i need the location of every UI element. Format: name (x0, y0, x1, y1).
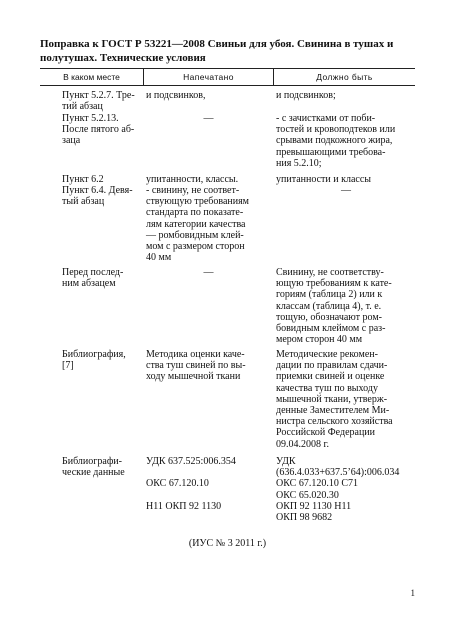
row-4-should-be: — (341, 185, 351, 196)
row-1-printed: и подсвинков, (146, 90, 206, 101)
footer-note: (ИУС № 3 2011 г.) (188, 538, 267, 549)
row-3-should-be: упитанности и классы (276, 174, 371, 185)
row-4-place: Пункт 6.4. Девя- тый абзац (62, 185, 133, 208)
page-number: 1 (410, 588, 415, 598)
row-4-printed: - свинину, не соответ- ствующую требованиям стандарта по показате- лям категории качества — ромбовидным клей- мом с размером сторон 40 мм (146, 185, 250, 264)
row-6-should-be: Методические рекомен- дации по правилам сдачи- приемки свиней и оценке качества туш по выходу мышечной ткани, утверж- денные Заместителем Ми- нистра сельского хозяйства Российской Федерации 09.04.2008 г. (276, 349, 393, 450)
column-header-place: В каком месте (63, 72, 120, 82)
row-3-printed: упитанности, классы. (146, 174, 239, 185)
row-2-place: Пункт 5.2.13. После пятого аб- заца (62, 113, 135, 147)
row-7-place: Библиографи- ческие данные (62, 456, 125, 479)
row-1-should-be: и подсвинков; (276, 90, 336, 101)
row-2-should-be: - с зачистками от поби- тостей и кровоподтеков или срывами подкожного жира, превышающими требова- ния 5.2.10; (276, 113, 396, 169)
row-5-place: Перед послед- ним абзацем (62, 267, 124, 290)
row-7-printed: УДК 637.525:006.354 ОКС 67.120.10 Н11 ОКП 92 1130 (146, 456, 236, 512)
column-header-should-be: Должно быть (316, 72, 373, 82)
row-5-printed: — (203, 267, 214, 278)
page-title: Поправка к ГОСТ Р 53221—2008 Свиньи для убоя. Свинина в тушах и полутушах. Технические условия (40, 38, 394, 64)
table-header-rule (40, 85, 415, 86)
row-1-place: Пункт 5.2.7. Тре- тий абзац (62, 90, 135, 113)
row-7-should-be: УДК (636.4.033+637.5’64):006.034 ОКС 67.120.10 С71 ОКС 65.020.30 ОКП 92 1130 Н11 ОКП 98 9682 (276, 456, 400, 524)
row-3-place: Пункт 6.2 (62, 174, 104, 185)
row-6-printed: Методика оценки каче- ства туш свиней по вы- ходу мышечной ткани (146, 349, 246, 383)
row-5-should-be: Свинину, не соответству- ющую требованиям к кате- гориям (таблица 2) или к классам (таблица 4), т. е. тощую, обозначают ром- бовидным клеймом с раз- мером сторон 40 мм (276, 267, 392, 346)
row-2-printed: — (203, 113, 214, 124)
row-6-place: Библиография, [7] (62, 349, 126, 372)
column-header-printed: Напечатано (183, 72, 234, 82)
